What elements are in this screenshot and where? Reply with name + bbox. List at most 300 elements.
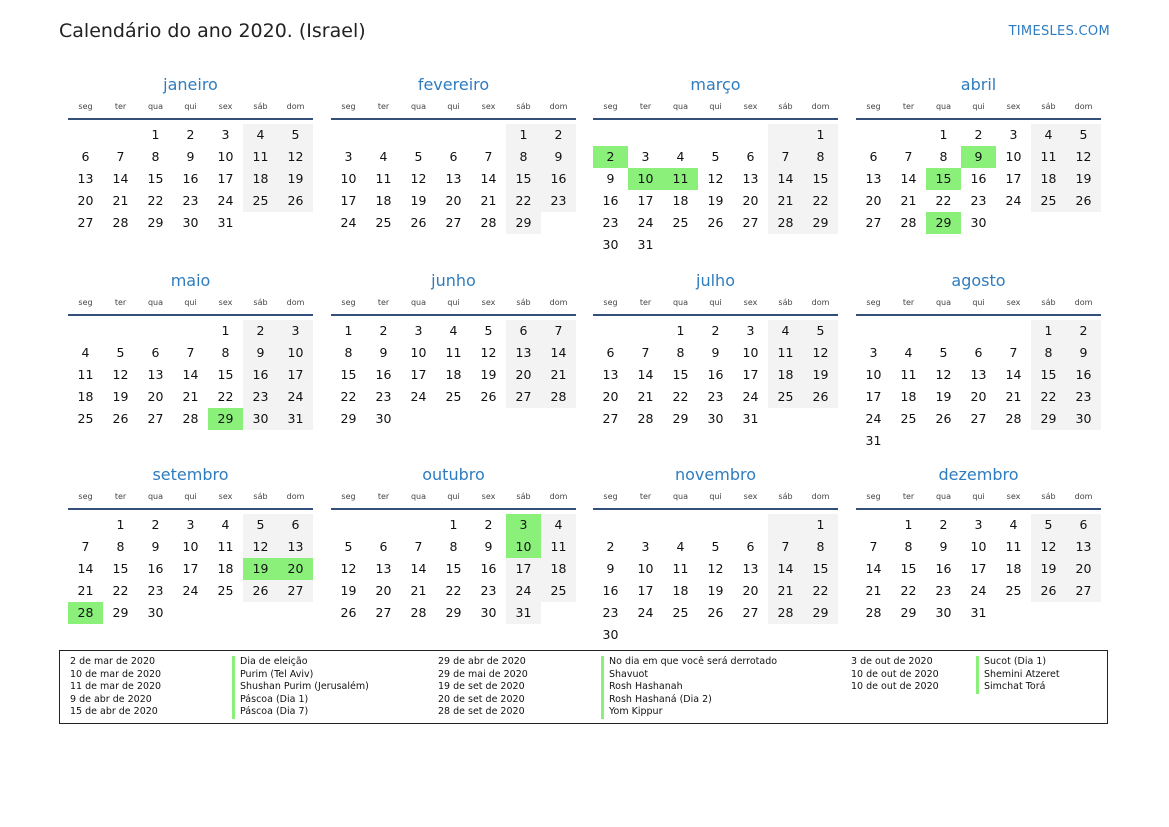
weekday-header [68, 490, 313, 510]
month-7 [856, 270, 1101, 452]
day-cell: 29 [672, 411, 689, 426]
weekday-header [68, 296, 313, 316]
legend-date: 15 de abr de 2020 [70, 706, 158, 718]
day-cell: 1 [1031, 320, 1066, 342]
day-cell: 11 [445, 345, 462, 360]
weekday-label: qui [447, 492, 460, 501]
month-10 [593, 464, 838, 646]
month-name: fevereiro [417, 75, 490, 94]
day-cell: 5 [1031, 514, 1066, 536]
day-cell: 21 [1005, 389, 1022, 404]
weekday-label: ter [902, 102, 915, 111]
day-cell: 9 [243, 342, 278, 364]
day-cell: 28 [1005, 411, 1022, 426]
legend-holiday-name: Shavuot [601, 669, 777, 682]
day-cell: 10 [970, 539, 987, 554]
day-cell: 17 [1005, 171, 1022, 186]
holiday-legend [59, 650, 1108, 724]
day-cell: 16 [970, 171, 987, 186]
day-cell: 26 [112, 411, 129, 426]
day-cell: 23 [541, 190, 576, 212]
day-cell: 6 [974, 345, 983, 360]
weekday-label: qua [935, 102, 952, 111]
day-cell: 5 [484, 323, 493, 338]
day-cell: 30 [147, 605, 164, 620]
day-cell: 31 [742, 411, 759, 426]
empty-cell [856, 514, 891, 536]
day-cell: 11 [77, 367, 94, 382]
day-cell: 1 [803, 124, 838, 146]
weekday-header [331, 100, 576, 120]
empty-cell [698, 624, 733, 646]
day-cell: 29 [340, 411, 357, 426]
brand-link[interactable]: TIMESLES.COM [1008, 24, 1110, 39]
day-cell: 23 [970, 193, 987, 208]
day-cell: 23 [147, 583, 164, 598]
day-cell: 16 [182, 171, 199, 186]
day-cell: 21 [541, 364, 576, 386]
legend-holiday-name: Dia de eleição [232, 656, 369, 669]
day-cell: 21 [182, 389, 199, 404]
day-cell: 25 [1031, 190, 1066, 212]
day-cell: 5 [278, 124, 313, 146]
weekday-header [68, 100, 313, 120]
day-cell: 11 [375, 171, 392, 186]
empty-cell [208, 602, 243, 624]
day-cell: 19 [112, 389, 129, 404]
day-cell: 28 [182, 411, 199, 426]
weekday-label: qua [410, 102, 427, 111]
day-cell: 31 [217, 215, 234, 230]
month-9 [331, 464, 576, 624]
day-cell: 3 [641, 149, 650, 164]
day-cell: 6 [81, 149, 90, 164]
day-cell: 5 [344, 539, 353, 554]
day-cell: 4 [1031, 124, 1066, 146]
day-cell: 18 [672, 193, 689, 208]
day-cell: 1 [676, 323, 685, 338]
day-cell: 15 [926, 168, 961, 190]
day-cell: 15 [340, 367, 357, 382]
empty-cell [961, 430, 996, 452]
day-cell: 18 [672, 583, 689, 598]
empty-cell [996, 320, 1031, 342]
day-cell: 23 [480, 583, 497, 598]
day-cell: 29 [803, 602, 838, 624]
day-cell: 19 [278, 168, 313, 190]
weekday-label: sáb [1041, 492, 1056, 501]
day-cell: 8 [904, 539, 913, 554]
day-cell: 27 [1066, 580, 1101, 602]
day-cell: 1 [151, 127, 160, 142]
day-cell: 19 [1066, 168, 1101, 190]
weekday-label: ter [639, 298, 652, 307]
weekday-label: sex [1006, 102, 1021, 111]
day-cell: 6 [449, 149, 458, 164]
day-cell: 22 [112, 583, 129, 598]
empty-cell [698, 234, 733, 256]
day-cell: 23 [935, 583, 952, 598]
day-cell: 9 [541, 146, 576, 168]
empty-cell [663, 624, 698, 646]
day-cell: 8 [1031, 342, 1066, 364]
day-cell: 8 [676, 345, 685, 360]
day-cell: 26 [243, 580, 278, 602]
day-cell: 11 [243, 146, 278, 168]
weekday-header [593, 490, 838, 510]
day-cell: 11 [663, 168, 698, 190]
day-cell: 11 [672, 561, 689, 576]
day-cell: 5 [711, 539, 720, 554]
day-cell: 16 [602, 583, 619, 598]
empty-cell [698, 514, 733, 536]
day-cell: 3 [1009, 127, 1018, 142]
day-cell: 30 [935, 605, 952, 620]
day-cell: 27 [147, 411, 164, 426]
day-cell: 3 [974, 517, 983, 532]
empty-cell [996, 430, 1031, 452]
weekday-label: ter [902, 492, 915, 501]
legend-holiday-name: Páscoa (Dia 7) [232, 706, 369, 719]
empty-cell [628, 514, 663, 536]
empty-cell [103, 124, 138, 146]
day-cell: 28 [900, 215, 917, 230]
day-cell: 3 [641, 539, 650, 554]
month-4 [68, 270, 313, 430]
weekday-label: seg [341, 102, 356, 111]
weekday-label: dom [811, 492, 830, 501]
empty-cell [541, 212, 576, 234]
empty-cell [471, 408, 506, 430]
day-cell: 7 [1009, 345, 1018, 360]
day-cell: 6 [506, 320, 541, 342]
day-cell: 9 [1066, 342, 1101, 364]
day-cell: 23 [243, 386, 278, 408]
day-grid [856, 320, 1101, 452]
day-cell: 31 [970, 605, 987, 620]
day-cell: 30 [182, 215, 199, 230]
day-cell: 7 [768, 146, 803, 168]
day-cell: 4 [221, 517, 230, 532]
day-cell: 12 [278, 146, 313, 168]
day-cell: 26 [803, 386, 838, 408]
day-cell: 2 [541, 124, 576, 146]
day-cell: 13 [865, 171, 882, 186]
day-cell: 12 [1066, 146, 1101, 168]
weekday-label: seg [603, 298, 618, 307]
legend-dates-col-1 [70, 656, 161, 719]
empty-cell [768, 124, 803, 146]
legend-holiday-name: No dia em que você será derrotado [601, 656, 777, 669]
day-cell: 30 [602, 627, 619, 642]
day-cell: 21 [112, 193, 129, 208]
day-cell: 19 [1031, 558, 1066, 580]
weekday-label: seg [866, 102, 881, 111]
empty-cell [331, 124, 366, 146]
day-cell: 19 [243, 558, 278, 580]
day-cell: 25 [77, 411, 94, 426]
empty-cell [593, 124, 628, 146]
empty-cell [541, 602, 576, 624]
empty-cell [173, 320, 208, 342]
day-cell: 23 [707, 389, 724, 404]
day-cell: 31 [865, 433, 882, 448]
weekday-label: sex [218, 492, 233, 501]
day-grid [331, 124, 576, 234]
empty-cell [996, 212, 1031, 234]
day-cell: 2 [974, 127, 983, 142]
empty-cell [173, 602, 208, 624]
day-cell: 29 [147, 215, 164, 230]
month-name: maio [170, 271, 211, 290]
day-cell: 7 [541, 320, 576, 342]
weekday-label: qua [935, 492, 952, 501]
empty-cell [68, 320, 103, 342]
empty-cell [471, 124, 506, 146]
weekday-label: qua [147, 298, 164, 307]
day-cell: 2 [243, 320, 278, 342]
day-cell: 13 [147, 367, 164, 382]
day-cell: 12 [803, 342, 838, 364]
day-cell: 15 [1031, 364, 1066, 386]
day-cell: 13 [970, 367, 987, 382]
day-cell: 17 [182, 561, 199, 576]
day-cell: 16 [541, 168, 576, 190]
legend-date: 29 de mai de 2020 [438, 668, 528, 680]
day-cell: 11 [541, 536, 576, 558]
day-cell: 3 [414, 323, 423, 338]
day-cell: 30 [375, 411, 392, 426]
day-cell: 1 [803, 514, 838, 536]
day-cell: 13 [375, 561, 392, 576]
empty-cell [663, 124, 698, 146]
day-cell: 14 [768, 558, 803, 580]
day-cell: 12 [112, 367, 129, 382]
day-cell: 9 [186, 149, 195, 164]
day-cell: 3 [869, 345, 878, 360]
day-cell: 15 [217, 367, 234, 382]
day-cell: 16 [243, 364, 278, 386]
weekday-label: qui [184, 102, 197, 111]
day-cell: 24 [182, 583, 199, 598]
day-cell: 2 [593, 146, 628, 168]
day-cell: 3 [186, 517, 195, 532]
day-cell: 10 [637, 561, 654, 576]
legend-date: 9 de abr de 2020 [70, 693, 152, 705]
legend-date: 3 de out de 2020 [851, 656, 933, 667]
day-cell: 25 [672, 605, 689, 620]
legend-date: 11 de mar de 2020 [70, 681, 162, 693]
weekday-label: sex [1006, 298, 1021, 307]
day-cell: 21 [480, 193, 497, 208]
day-cell: 3 [506, 514, 541, 536]
day-cell: 10 [340, 171, 357, 186]
day-cell: 29 [803, 212, 838, 234]
day-cell: 27 [865, 215, 882, 230]
weekday-label: qui [709, 102, 722, 111]
empty-cell [68, 124, 103, 146]
month-3 [856, 74, 1101, 234]
day-grid [856, 124, 1101, 234]
day-cell: 18 [445, 367, 462, 382]
weekday-label: qua [672, 102, 689, 111]
day-cell: 27 [742, 605, 759, 620]
day-cell: 14 [865, 561, 882, 576]
day-cell: 18 [541, 558, 576, 580]
month-0 [68, 74, 313, 234]
weekday-label: ter [114, 492, 127, 501]
day-grid [68, 320, 313, 430]
day-grid [331, 320, 576, 430]
weekday-label: seg [866, 298, 881, 307]
weekday-label: sex [743, 492, 758, 501]
weekday-label: sáb [1041, 102, 1056, 111]
day-cell: 9 [606, 171, 615, 186]
empty-cell [698, 124, 733, 146]
empty-cell [331, 514, 366, 536]
day-cell: 14 [768, 168, 803, 190]
day-cell: 20 [1066, 558, 1101, 580]
month-name: setembro [152, 465, 229, 484]
day-cell: 1 [904, 517, 913, 532]
day-cell: 8 [116, 539, 125, 554]
empty-cell [628, 624, 663, 646]
month-name: janeiro [163, 75, 218, 94]
day-cell: 28 [68, 602, 103, 624]
weekday-header [856, 100, 1101, 120]
weekday-label: qua [672, 492, 689, 501]
empty-cell [628, 124, 663, 146]
weekday-label: ter [377, 102, 390, 111]
weekday-header [593, 100, 838, 120]
day-cell: 24 [1005, 193, 1022, 208]
day-grid [68, 124, 313, 234]
day-cell: 13 [506, 342, 541, 364]
day-cell: 29 [926, 212, 961, 234]
day-cell: 4 [676, 149, 685, 164]
day-cell: 27 [375, 605, 392, 620]
weekday-label: ter [902, 298, 915, 307]
day-cell: 7 [904, 149, 913, 164]
day-cell: 13 [742, 561, 759, 576]
day-cell: 9 [151, 539, 160, 554]
day-cell: 9 [606, 561, 615, 576]
day-cell: 22 [1031, 386, 1066, 408]
weekday-label: sáb [253, 298, 268, 307]
month-11 [856, 464, 1101, 624]
day-cell: 28 [541, 386, 576, 408]
empty-cell [1031, 602, 1066, 624]
legend-holiday-name: Shushan Purim (Jerusalém) [232, 681, 369, 694]
day-cell: 10 [410, 345, 427, 360]
day-cell: 4 [1009, 517, 1018, 532]
day-cell: 15 [445, 561, 462, 576]
legend-holiday-name: Rosh Hashaná (Dia 2) [601, 694, 777, 707]
day-cell: 31 [637, 237, 654, 252]
day-cell: 18 [1005, 561, 1022, 576]
day-cell: 10 [182, 539, 199, 554]
day-cell: 14 [900, 171, 917, 186]
day-cell: 19 [803, 364, 838, 386]
empty-cell [593, 320, 628, 342]
weekday-label: sáb [778, 298, 793, 307]
weekday-label: dom [1074, 102, 1093, 111]
weekday-label: seg [341, 298, 356, 307]
day-cell: 2 [1066, 320, 1101, 342]
day-cell: 15 [506, 168, 541, 190]
weekday-label: ter [114, 298, 127, 307]
day-cell: 20 [278, 558, 313, 580]
day-cell: 23 [602, 605, 619, 620]
day-cell: 22 [900, 583, 917, 598]
day-cell: 5 [116, 345, 125, 360]
legend-names-col-1 [232, 656, 369, 719]
day-cell: 22 [803, 580, 838, 602]
weekday-label: sex [218, 298, 233, 307]
day-cell: 4 [449, 323, 458, 338]
day-cell: 21 [865, 583, 882, 598]
day-cell: 14 [1005, 367, 1022, 382]
day-cell: 17 [865, 389, 882, 404]
day-cell: 1 [116, 517, 125, 532]
day-cell: 7 [641, 345, 650, 360]
day-cell: 30 [480, 605, 497, 620]
day-cell: 1 [449, 517, 458, 532]
day-cell: 14 [480, 171, 497, 186]
weekday-label: dom [286, 298, 305, 307]
day-cell: 24 [637, 215, 654, 230]
legend-holiday-name: Yom Kippur [601, 706, 777, 719]
day-cell: 30 [602, 237, 619, 252]
weekday-label: qui [184, 298, 197, 307]
day-cell: 21 [768, 190, 803, 212]
weekday-label: qui [447, 102, 460, 111]
day-cell: 2 [379, 323, 388, 338]
empty-cell [891, 430, 926, 452]
legend-names-col-2 [601, 656, 777, 719]
weekday-label: ter [639, 102, 652, 111]
weekday-label: sáb [253, 492, 268, 501]
legend-holiday-name: Rosh Hashanah [601, 681, 777, 694]
day-cell: 25 [768, 386, 803, 408]
day-cell: 22 [217, 389, 234, 404]
day-cell: 7 [484, 149, 493, 164]
month-6 [593, 270, 838, 430]
day-cell: 22 [935, 193, 952, 208]
day-cell: 27 [278, 580, 313, 602]
day-cell: 27 [77, 215, 94, 230]
empty-cell [926, 320, 961, 342]
day-cell: 1 [221, 323, 230, 338]
day-cell: 2 [484, 517, 493, 532]
day-cell: 29 [112, 605, 129, 620]
day-cell: 14 [112, 171, 129, 186]
day-cell: 7 [869, 539, 878, 554]
day-cell: 21 [77, 583, 94, 598]
empty-cell [768, 514, 803, 536]
day-cell: 18 [768, 364, 803, 386]
day-cell: 19 [707, 193, 724, 208]
day-cell: 6 [746, 539, 755, 554]
day-cell: 3 [278, 320, 313, 342]
legend-date: 20 de set de 2020 [438, 693, 525, 705]
day-cell: 26 [935, 411, 952, 426]
day-cell: 4 [676, 539, 685, 554]
weekday-label: seg [341, 492, 356, 501]
day-cell: 24 [637, 605, 654, 620]
day-cell: 16 [707, 367, 724, 382]
day-cell: 7 [116, 149, 125, 164]
